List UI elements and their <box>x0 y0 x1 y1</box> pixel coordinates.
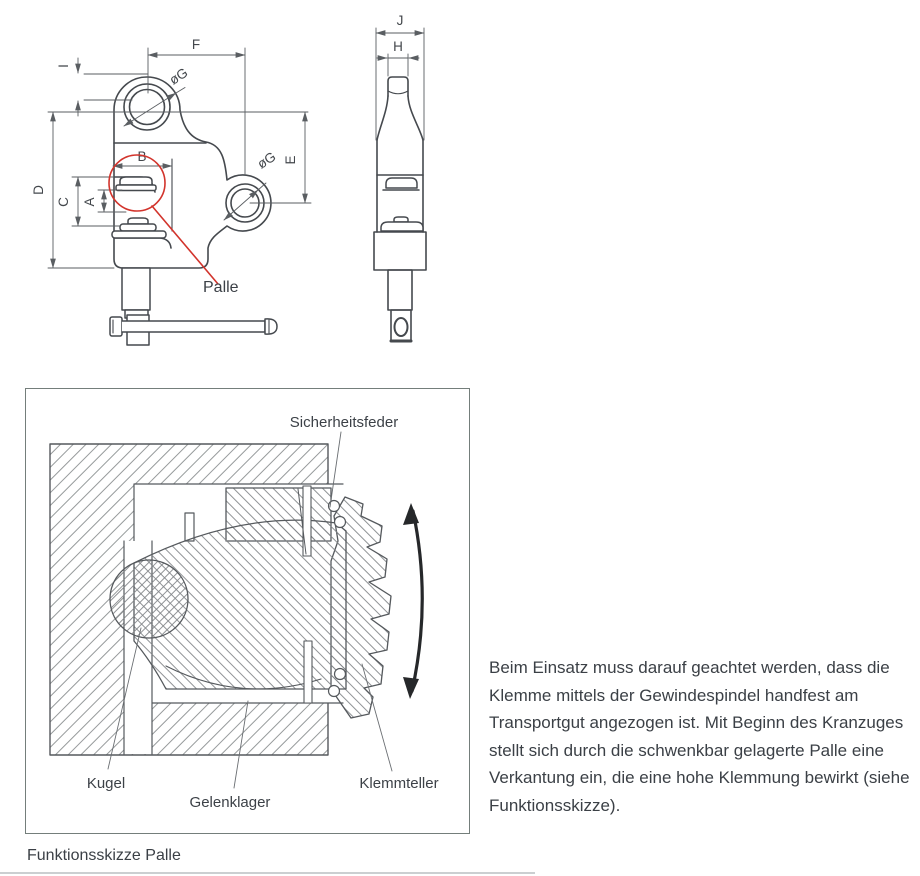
front-view <box>31 37 311 345</box>
description-paragraph: Beim Einsatz muss darauf geachtet werden, dass die Klemme mittels der Gewindespindel handfest am Transportgut angezogen ist. Mit Beginn des Kranzuges stellt sich durch die schwenkbar gelagerte Palle eine Verkantung ein, die eine hohe Klemmung bewirkt (siehe Funktionsskizze). <box>489 658 910 815</box>
dim-J: J <box>396 13 404 28</box>
bottom-divider <box>0 872 535 874</box>
spindle-and-tommy-bar <box>110 268 277 345</box>
spindle-upper <box>122 268 150 310</box>
side-view <box>374 13 426 341</box>
kugel-label: Kugel <box>86 775 126 792</box>
clamp-body-outline <box>114 77 271 268</box>
spring-ball <box>335 669 346 680</box>
bar-shaft <box>122 321 265 332</box>
dim-A: A <box>82 197 97 207</box>
dim-E: E <box>283 155 298 165</box>
spring-lever-bottom <box>304 641 312 703</box>
pawl-parts <box>112 177 166 238</box>
dim-C: C <box>56 197 71 207</box>
function-sketch-box <box>25 388 470 834</box>
dim-H: H <box>393 39 403 54</box>
palle-label: Palle <box>203 279 239 296</box>
dim-I: I <box>56 64 71 68</box>
side-pawl-caps <box>381 178 423 231</box>
dim-G-right: øG <box>254 148 279 172</box>
top-eyelet-outer <box>124 84 170 130</box>
spring-lever-top <box>303 486 311 556</box>
dim-G-top: øG <box>166 64 191 88</box>
bar-left-cap <box>110 317 122 336</box>
upper-pawl-cap <box>120 177 152 185</box>
lower-pawl-knob <box>128 218 148 224</box>
gelenklager-label: Gelenklager <box>189 794 271 811</box>
lower-pawl-disc <box>120 224 156 231</box>
side-outline <box>374 77 426 341</box>
bar-right-cap <box>265 319 277 334</box>
klemmteller-label: Klemmteller <box>359 775 439 792</box>
function-sketch <box>26 389 469 833</box>
kugel-ball-section <box>110 560 188 638</box>
dim-B: B <box>137 149 147 164</box>
swivel-arrow <box>403 503 422 699</box>
dim-F: F <box>191 37 201 52</box>
spring-ball <box>329 686 340 697</box>
sicherheitsfeder-label: Sicherheitsfeder <box>289 414 399 431</box>
sketch-caption: Funktionsskizze Palle <box>27 847 181 864</box>
tommy-bar-hole <box>395 318 408 336</box>
lower-pawl-plate <box>112 231 166 238</box>
pin-slot <box>185 513 194 541</box>
spring-ball <box>335 517 346 528</box>
technical-drawing-views <box>0 0 920 380</box>
dim-D: D <box>31 185 46 195</box>
